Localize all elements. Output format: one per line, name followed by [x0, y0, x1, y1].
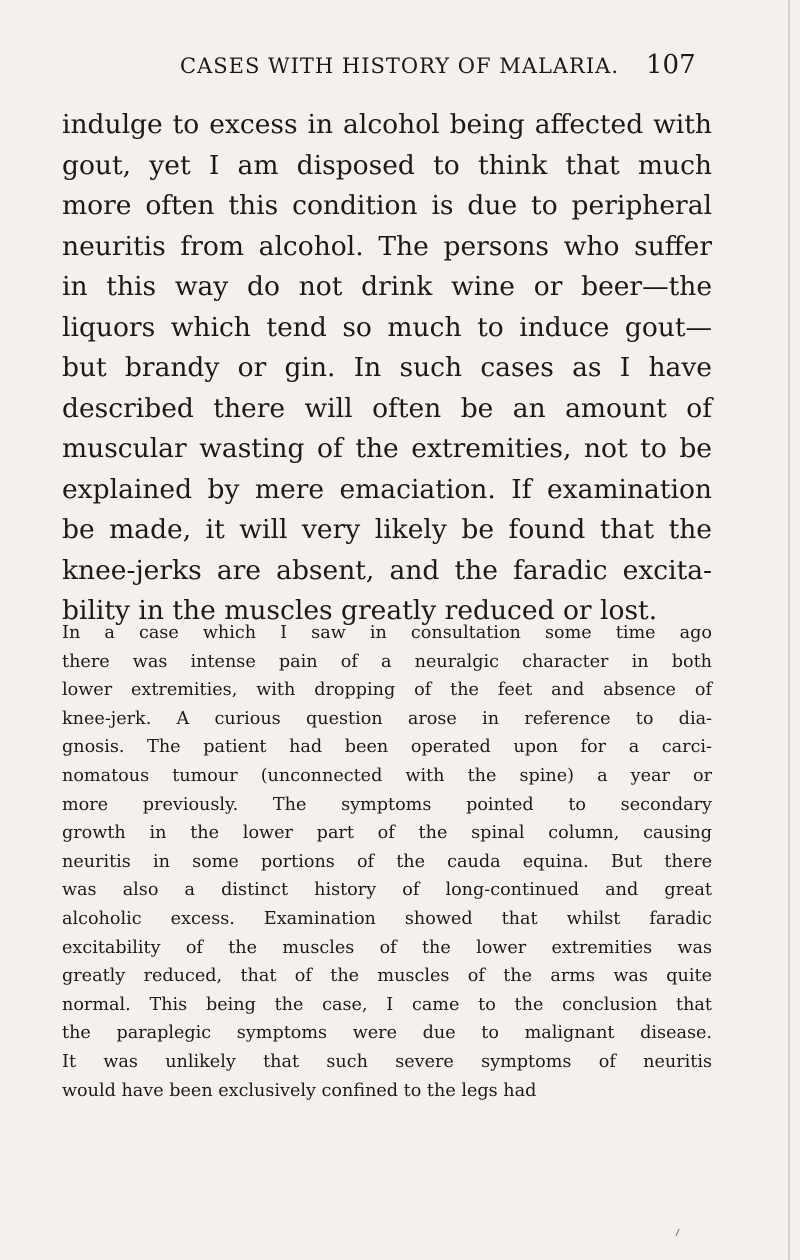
small-text-line: excitability of the muscles of the lower extremities was — [62, 937, 712, 958]
ink-speck — [676, 1229, 679, 1236]
small-text-line: the paraplegic symptoms were due to malignant disease. — [62, 1023, 712, 1044]
text-line: liquors which tend so much to induce gout— — [62, 311, 712, 343]
small-text-line: more previously. The symptoms pointed to secondary — [62, 794, 712, 815]
text-line: indulge to excess in alcohol being affected with — [62, 109, 712, 140]
main-paragraph — [62, 105, 712, 632]
small-text-line: neuritis in some portions of the cauda equina. But there — [62, 851, 712, 872]
small-text-line: was also a distinct history of long-continued and great — [62, 880, 712, 901]
small-text-line: greatly reduced, that of the muscles of the arms was quite — [62, 966, 712, 987]
small-text-line: alcoholic excess. Examination showed that whilst faradic — [62, 908, 712, 929]
small-text-line: normal. This being the case, I came to the conclusion that — [62, 994, 712, 1015]
small-text-line: gnosis. The patient had been operated upon for a carci- — [62, 737, 712, 758]
text-line: more often this condition is due to peripheral — [62, 190, 712, 221]
text-line: neuritis from alcohol. The persons who suffer — [62, 230, 712, 262]
small-text-line: there was intense pain of a neuralgic character in both — [62, 651, 712, 672]
running-head: CASES WITH HISTORY OF MALARIA. — [180, 54, 619, 78]
small-text-line: would have been exclusively confined to the legs had — [62, 1080, 537, 1101]
small-text-line: lower extremities, with dropping of the feet and absence of — [62, 680, 712, 701]
small-text-line: It was unlikely that such severe symptoms of neuritis — [62, 1051, 712, 1072]
text-line: described there will often be an amount of — [62, 392, 712, 424]
text-line: muscular wasting of the extremities, not to be — [62, 433, 712, 464]
case-paragraph — [62, 619, 712, 1105]
text-line: bility in the muscles greatly reduced or lost. — [62, 595, 658, 626]
text-line: be made, it will very likely be found that the — [62, 514, 712, 545]
small-text-line: growth in the lower part of the spinal column, causing — [62, 823, 712, 844]
text-line: in this way do not drink wine or beer—the — [62, 271, 712, 302]
text-line: gout, yet I am disposed to think that much — [62, 149, 712, 181]
text-line: explained by mere emaciation. If examination — [62, 473, 712, 505]
page-number: 107 — [646, 50, 696, 80]
text-line: but brandy or gin. In such cases as I have — [62, 352, 712, 383]
small-text-line: In a case which I saw in consultation some time ago — [62, 623, 712, 643]
text-line: knee-jerks are absent, and the faradic excita- — [62, 554, 712, 586]
small-text-line: nomatous tumour (unconnected with the spine) a year or — [62, 765, 712, 786]
small-text-line: knee-jerk. A curious question arose in reference to dia- — [62, 708, 712, 729]
